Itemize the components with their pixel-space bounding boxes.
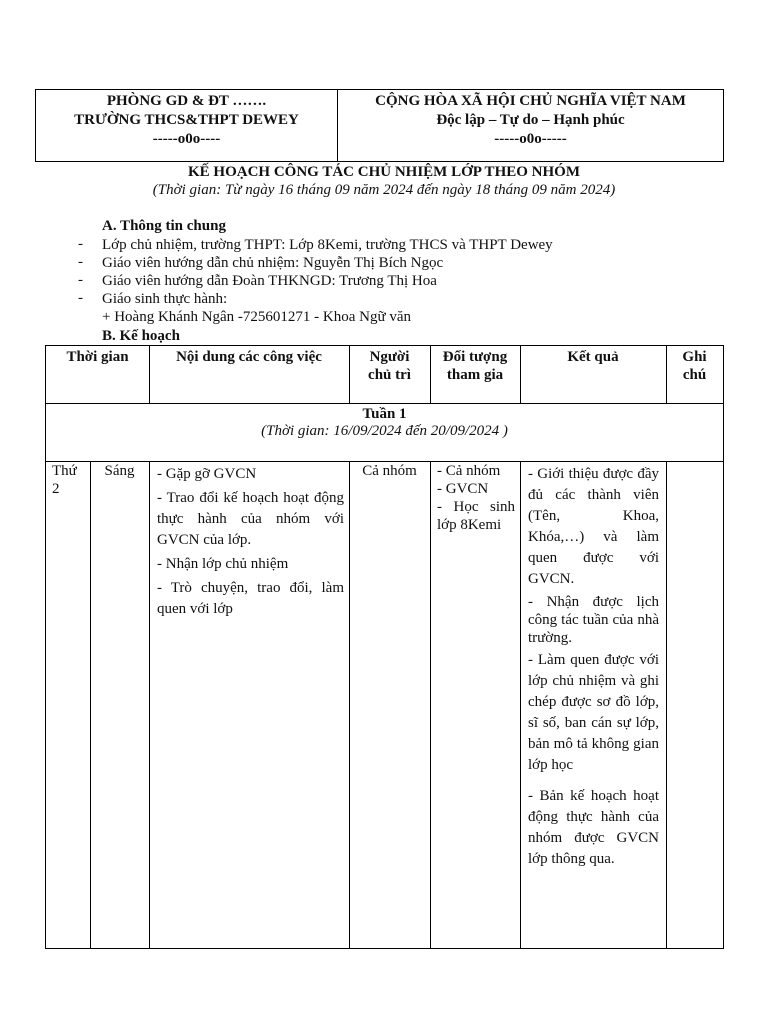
target-item: - GVCN <box>437 481 489 497</box>
header-content: Nội dung các công việc <box>176 349 322 365</box>
list-item: - Giáo viên hướng dẫn Đoàn THKNGD: Trương Thị Hoa <box>78 272 437 289</box>
document-title: KẾ HOẠCH CÔNG TÁC CHỦ NHIỆM LỚP THEO NHÓM <box>188 164 580 180</box>
left-separator: -----o0o---- <box>152 131 221 147</box>
header-target: Đối tượng tham gia <box>442 349 508 383</box>
target-item: - Học sinh lớp 8Kemi <box>437 499 515 533</box>
list-item: - Giáo sinh thực hành: <box>78 290 228 307</box>
header-note: Ghi chú <box>682 349 707 383</box>
general-info-list <box>0 236 768 326</box>
content-item: - Trao đổi kế hoạch hoạt động thực hành của nhóm với GVCN của lớp. <box>157 490 344 548</box>
document-header <box>35 89 724 162</box>
content-item: - Trò chuyện, trao đổi, làm quen với lớp <box>157 580 344 617</box>
national-motto: Độc lập – Tự do – Hạnh phúc <box>436 112 625 128</box>
right-separator: -----o0o----- <box>494 131 567 147</box>
result-item: - Nhận được lịch công tác tuần của nhà trường. <box>528 594 659 646</box>
session-cell: Sáng <box>104 463 135 479</box>
header-result: Kết quả <box>567 349 619 365</box>
school-name: TRƯỜNG THCS&THPT DEWEY <box>74 112 299 128</box>
content-cell <box>157 464 344 623</box>
target-item: - Cả nhóm <box>437 463 501 479</box>
plan-table <box>45 345 724 949</box>
student-teacher-entry: + Hoàng Khánh Ngân -725601271 - Khoa Ngữ văn <box>102 309 412 325</box>
header-department <box>36 90 338 161</box>
target-cell <box>437 462 515 534</box>
header-lead: Người chủ trì <box>368 349 411 383</box>
list-item: - Giáo viên hướng dẫn chủ nhiệm: Nguyễn Thị Bích Ngọc <box>78 254 444 271</box>
department-name: PHÒNG GD & ĐT ……. <box>106 93 267 109</box>
content-item: - Nhận lớp chủ nhiệm <box>157 556 289 572</box>
document-subtitle: (Thời gian: Từ ngày 16 tháng 09 năm 2024 đến ngày 18 tháng 09 năm 2024) <box>152 182 616 198</box>
list-item: - Lớp chủ nhiệm, trường THPT: Lớp 8Kemi, trường THCS và THPT Dewey <box>78 236 553 253</box>
day-cell: Thứ 2 <box>52 463 77 497</box>
section-a-heading: A. Thông tin chung <box>102 218 226 234</box>
lead-cell: Cả nhóm <box>362 463 417 479</box>
result-item: - Làm quen được với lớp chủ nhiệm và ghi chép được sơ đồ lớp, sĩ số, ban cán sự lớp, bản mô tả không gian lớp học <box>528 652 659 773</box>
week-label: Tuần 1 <box>362 406 407 422</box>
result-cell <box>528 464 659 873</box>
result-item: - Bản kế hoạch hoạt động thực hành của nhóm được GVCN lớp thông qua. <box>528 788 659 867</box>
section-b-heading: B. Kế hoạch <box>102 328 180 344</box>
header-time: Thời gian <box>66 349 129 365</box>
week-range: (Thời gian: 16/09/2024 đến 20/09/2024 ) <box>261 423 508 439</box>
header-national <box>338 90 723 161</box>
content-item: - Gặp gỡ GVCN <box>157 466 257 482</box>
national-title: CỘNG HÒA XÃ HỘI CHỦ NGHĨA VIỆT NAM <box>375 93 686 109</box>
result-item: - Giới thiệu được đầy đủ các thành viên (Tên, Khoa, Khóa,…) và làm quen được với GVCN. <box>528 466 659 587</box>
